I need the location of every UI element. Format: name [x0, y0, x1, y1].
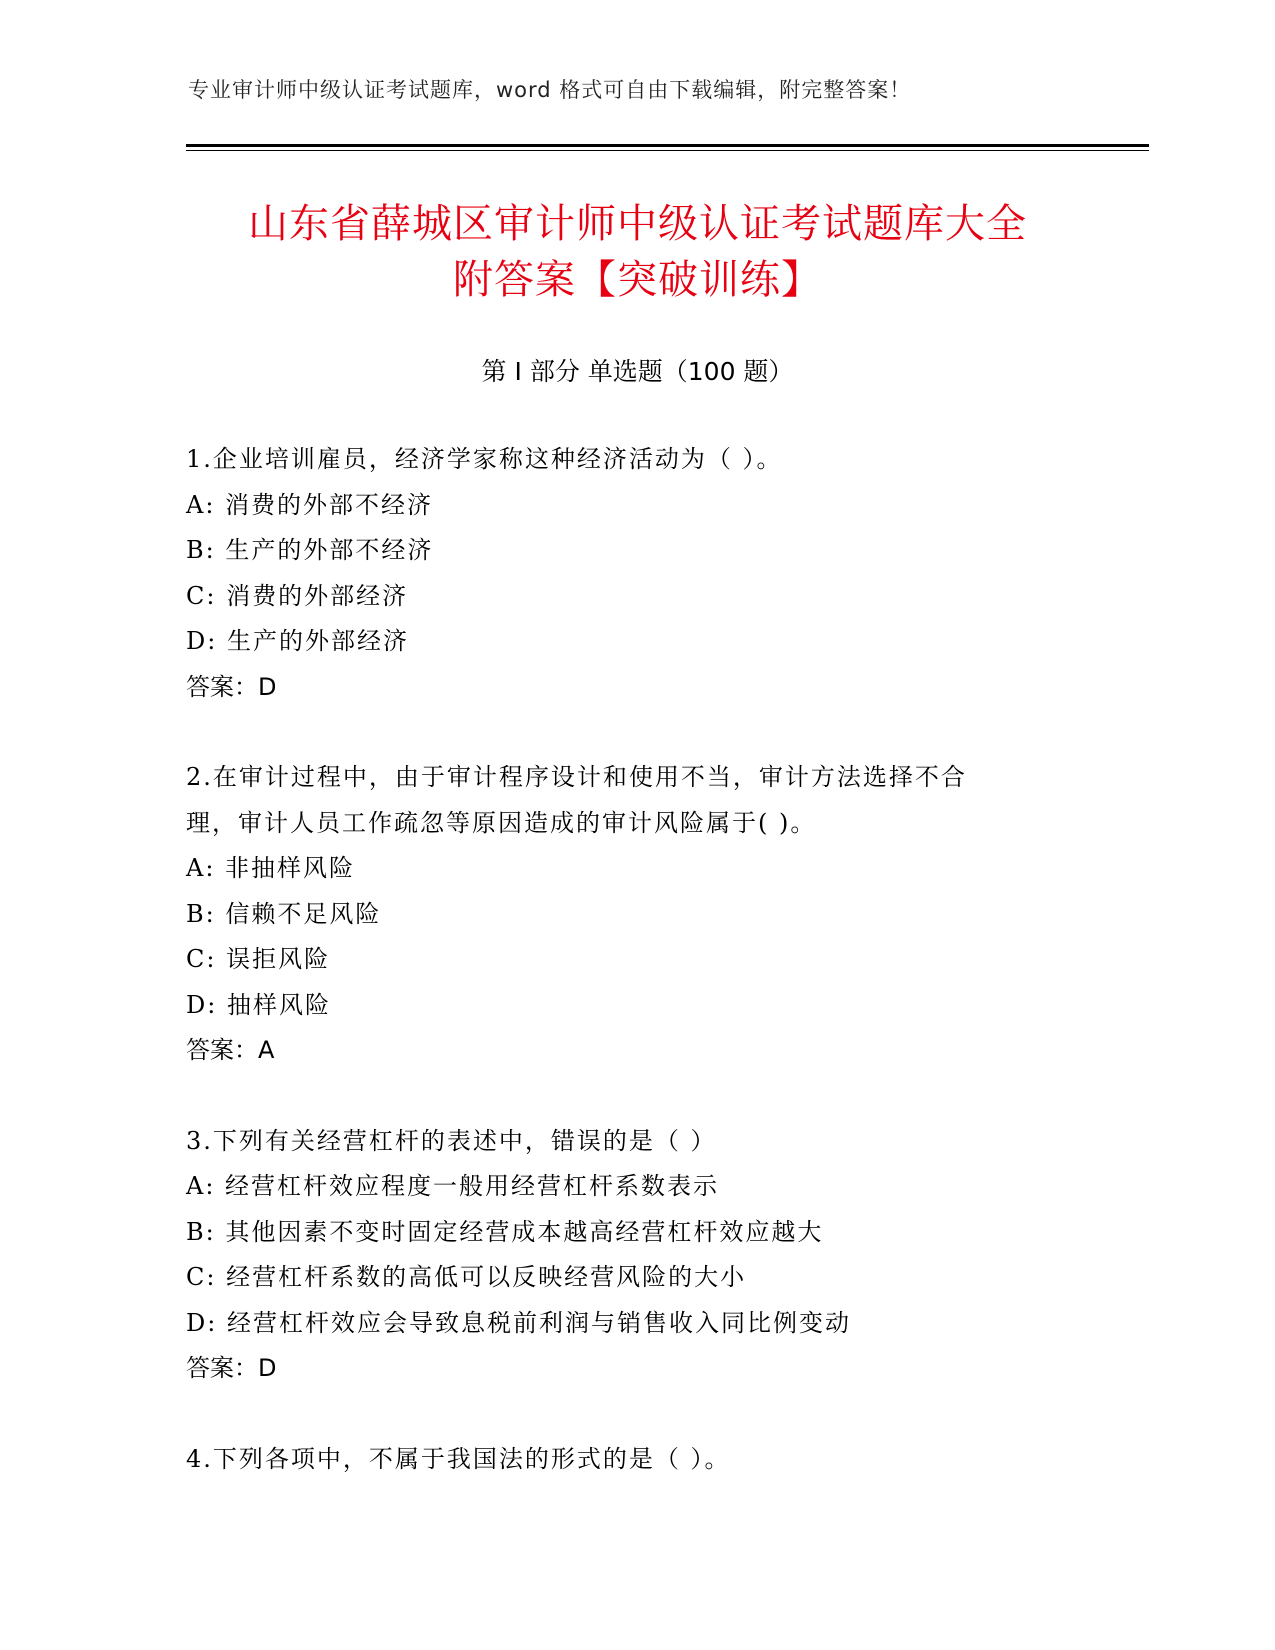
header-note: 专业审计师中级认证考试题库，word 格式可自由下载编辑，附完整答案！ — [188, 78, 912, 102]
option-b: B: 信赖不足风险 — [186, 899, 382, 928]
question-stem: 1.企业培训雇员，经济学家称这种经济活动为（ ）。 — [186, 445, 783, 473]
answer: 答案：D — [186, 672, 277, 701]
answer: 答案：A — [186, 1036, 275, 1064]
option-c: C: 误拒风险 — [186, 945, 331, 973]
option-a: A: 非抽样风险 — [186, 854, 356, 882]
option-a: A: 经营杠杆效应程度一般用经营杠杆系数表示 — [186, 1172, 720, 1200]
question-4 — [186, 1437, 1086, 1483]
option-a: A: 消费的外部不经济 — [186, 490, 434, 519]
option-c: C: 经营杠杆系数的高低可以反映经营风险的大小 — [186, 1263, 747, 1291]
document-title — [100, 196, 1175, 308]
question-list — [186, 437, 1086, 1527]
question-1 — [186, 437, 1086, 710]
answer: 答案：D — [186, 1354, 277, 1382]
option-c: C: 消费的外部经济 — [186, 581, 409, 610]
section-heading: 第 I 部分 单选题（100 题） — [481, 357, 794, 386]
title-line-2: 附答案【突破训练】 — [453, 257, 822, 303]
option-d: D: 经营杠杆效应会导致息税前利润与销售收入同比例变动 — [186, 1308, 851, 1337]
option-d: D: 生产的外部经济 — [186, 627, 409, 655]
header-rule-thick — [186, 144, 1149, 147]
option-d: D: 抽样风险 — [186, 990, 331, 1019]
question-stem: 2.在审计过程中，由于审计程序设计和使用不当，审计方法选择不合 — [186, 763, 967, 791]
header-rule-thin — [186, 150, 1149, 151]
option-b: B: 其他因素不变时固定经营成本越高经营杠杆效应越大 — [186, 1217, 824, 1246]
title-line-1: 山东省薛城区审计师中级认证考试题库大全 — [248, 201, 1027, 247]
question-stem: 4.下列各项中，不属于我国法的形式的是（ ）。 — [186, 1444, 731, 1473]
question-3 — [186, 1119, 1086, 1392]
question-2 — [186, 755, 1086, 1074]
question-stem-continued: 理，审计人员工作疏忽等原因造成的审计风险属于( )。 — [186, 808, 817, 837]
option-b: B: 生产的外部不经济 — [186, 536, 434, 564]
question-stem: 3.下列有关经营杠杆的表述中，错误的是（ ） — [186, 1126, 717, 1155]
